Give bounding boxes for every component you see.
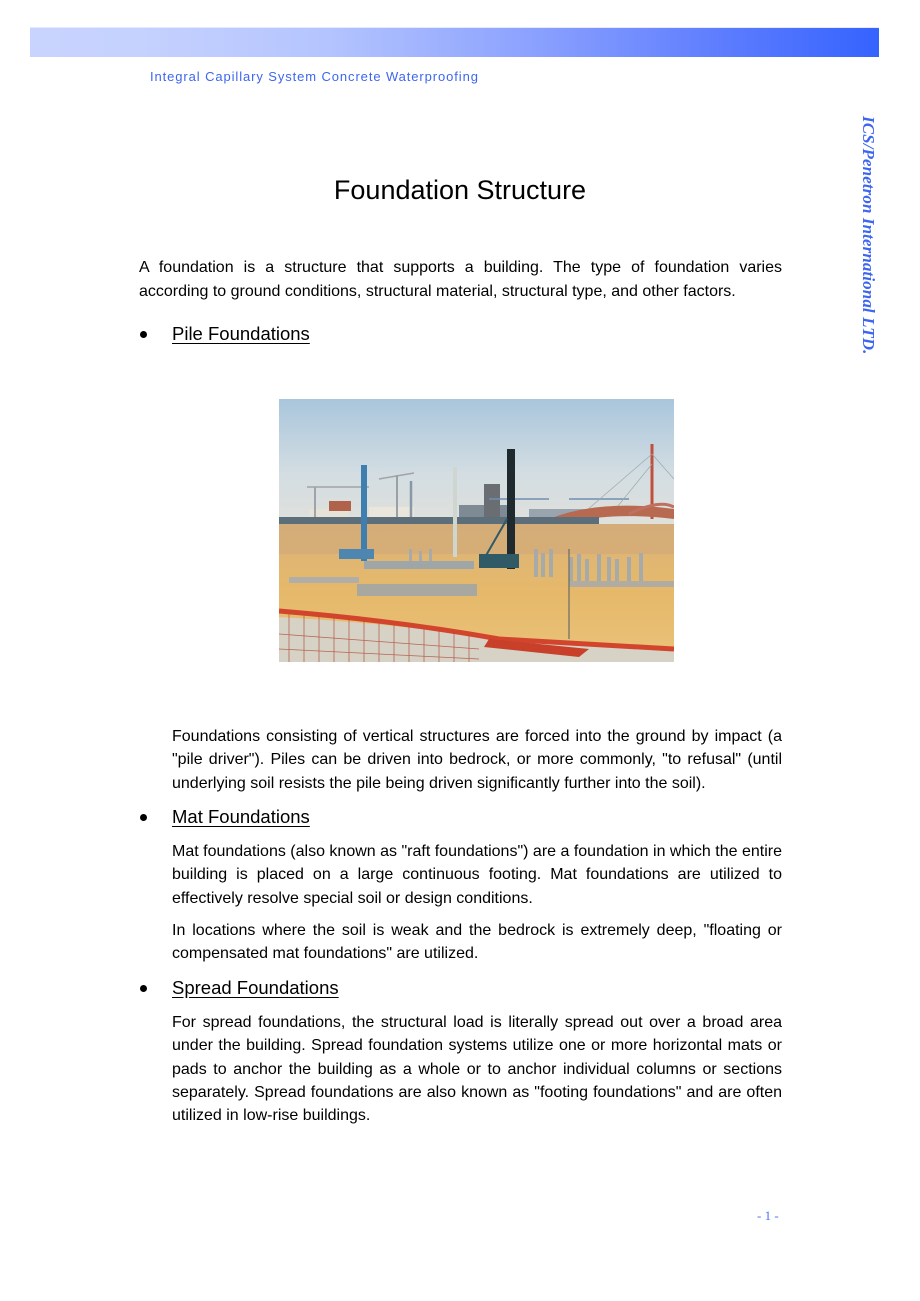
- spread-paragraph: For spread foundations, the structural load is literally spread out over a broad area under the building. Spread foundation systems utilize one or more horizontal mats or pads to anchor the building as a whole or to anchor individual columns or sections separately. Spread foundations are also known as "footing foundations" and are often utilized in low-rise buildings.: [172, 1014, 782, 1125]
- construction-site-image: [279, 399, 674, 662]
- bullet-icon: [140, 331, 147, 338]
- bullet-icon: [140, 814, 147, 821]
- page-title: Foundation Structure: [333, 175, 587, 205]
- header-subtitle: Integral Capillary System Concrete Waterproofing: [150, 69, 479, 84]
- section-heading-label: Pile Foundations: [172, 323, 310, 344]
- header-gradient-bar: [30, 27, 879, 57]
- mat-paragraph-2: In locations where the soil is weak and the bedrock is extremely deep, "floating or compensated mat foundations" are utilized.: [172, 922, 782, 963]
- page-number: - 1 -: [757, 1208, 779, 1223]
- bullet-icon: [140, 985, 147, 992]
- mat-paragraph-1: Mat foundations (also known as "raft foundations") are a foundation in which the entire building is placed on a large continuous footing. Mat foundations are utilized to effectively resolve special soil or design conditions.: [172, 843, 782, 907]
- pile-paragraph: Foundations consisting of vertical structures are forced into the ground by impact (a "pile driver"). Piles can be driven into bedrock, or more commonly, "to refusal" (until underlying soil resists the pile being driven significantly further into the soil).: [172, 728, 782, 792]
- section-heading-label: Mat Foundations: [172, 806, 310, 827]
- company-side-title: ICS/Penetron International LTD.: [859, 116, 878, 355]
- intro-paragraph: A foundation is a structure that supports a building. The type of foundation varies according to ground conditions, structural material, structural type, and other factors.: [139, 259, 782, 300]
- section-heading-label: Spread Foundations: [172, 977, 339, 998]
- pile-foundation-photo: [279, 399, 674, 662]
